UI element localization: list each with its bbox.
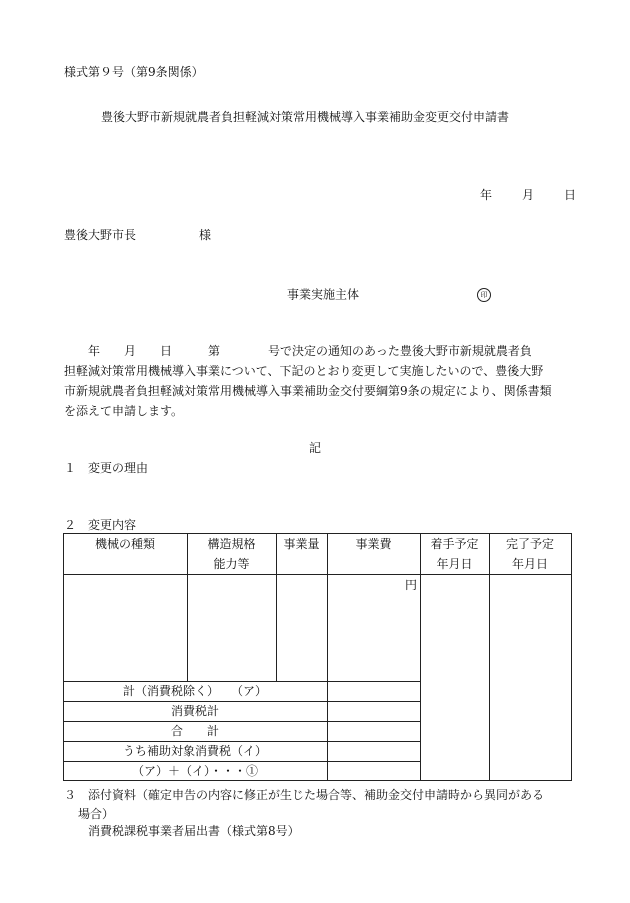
header-quantity: 事業量: [283, 537, 320, 551]
header-end-line2: 年月日: [511, 557, 548, 571]
seal-icon: 印: [477, 288, 491, 302]
applicant-label: 事業実施主体: [287, 287, 360, 302]
header-start-line1: 着手予定: [430, 537, 479, 551]
row-subtotal-excl-tax: 計（消費税除く） （ア）: [122, 684, 267, 698]
item-number: １: [64, 461, 77, 475]
item-change-content: [64, 519, 136, 531]
item-number: ２: [64, 518, 77, 532]
date-line: [480, 189, 576, 201]
header-spec-line2: 能力等: [213, 557, 250, 571]
row-eligible-tax: うち補助対象消費税（イ）: [122, 744, 267, 758]
item-label-cont: 場合）: [78, 807, 115, 821]
date-year: 年: [480, 188, 493, 202]
addressee-honorific: 様: [199, 228, 212, 242]
header-cost: 事業費: [355, 537, 392, 551]
row-consumption-tax: 消費税計: [170, 704, 219, 718]
body-line: を添えて申請します。: [64, 404, 184, 418]
date-month: 月: [522, 188, 535, 202]
item-change-reason: [64, 462, 148, 474]
addressee-name: 豊後大野市長: [64, 228, 137, 242]
header-end-line1: 完了予定: [505, 537, 554, 551]
item-attachments: [64, 786, 584, 824]
addressee: [64, 229, 211, 241]
body-line: 市新規就農者負担軽減対策常用機械導入事業補助金交付要綱第9条の規定により、関係書類: [64, 384, 552, 398]
header-spec-line1: 構造規格: [207, 537, 256, 551]
form-number: 様式第９号（第9条関係）: [64, 65, 204, 79]
date-day: 日: [564, 188, 577, 202]
item-number: ３: [64, 788, 77, 802]
row-total: 合 計: [170, 724, 219, 738]
body-line: 年 月 日 第 号で決定の通知のあった豊後大野市新規就農者負: [64, 344, 532, 358]
body-paragraph: [64, 341, 574, 421]
attachment-document: 消費税課税事業者届出書（様式第8号）: [88, 824, 300, 838]
header-machine-type: 機械の種類: [94, 537, 155, 551]
ki-heading: 記: [309, 441, 322, 455]
applicant: [287, 288, 491, 302]
header-start-line2: 年月日: [436, 557, 473, 571]
item-label: 変更内容: [88, 518, 137, 532]
change-content-table: [63, 533, 572, 781]
cost-unit: 円: [404, 578, 417, 592]
item-label: 添付資料（確定申告の内容に修正が生じた場合等、補助金交付申請時から異同がある: [88, 788, 545, 802]
document-title: 豊後大野市新規就農者負担軽減対策常用機械導入事業補助金変更交付申請書: [101, 110, 510, 124]
row-grand-sum: （ア）＋（イ）・・・①: [131, 764, 258, 778]
item-label: 変更の理由: [88, 461, 149, 475]
body-line: 担軽減対策常用機械導入事業について、下記のとおり変更して実施したいので、豊後大野: [64, 364, 544, 378]
